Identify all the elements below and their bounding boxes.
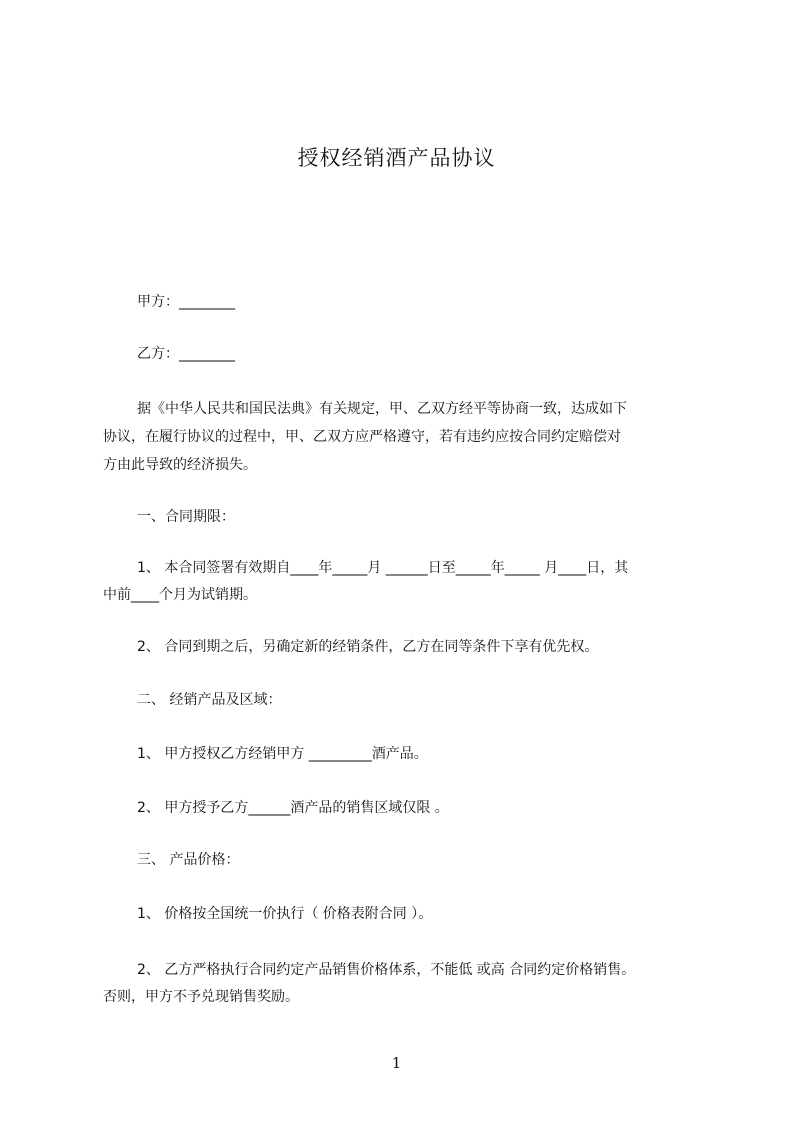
section-2-item-2: 2、 甲方授予乙方______酒产品的销售区域仅限 。 [137, 800, 449, 816]
section-2-item-1: 1、 甲方授权乙方经销甲方 _________酒产品。 [137, 746, 428, 762]
party-b-line: 乙方：________ [137, 346, 235, 362]
document-title: 授权经销酒产品协议 [297, 146, 496, 170]
section-1-item-1-line-2: 中前____个月为试销期。 [103, 587, 257, 603]
party-a-line: 甲方：________ [137, 294, 235, 310]
section-1-item-1-line-1: 1、 本合同签署有效期自____年_____月 ______日至_____年_____ 月____日，其 [137, 560, 629, 576]
page-number: 1 [391, 1054, 402, 1072]
section-1-heading: 一、合同期限： [137, 509, 235, 525]
section-3-item-1: 1、 价格按全国统一价执行（ 价格表附合同 ）。 [137, 906, 433, 922]
intro-line-1: 据《中华人民共和国民法典》有关规定，甲、乙双方经平等协商一致，达成如下 [137, 401, 627, 417]
intro-line-3: 方由此导致的经济损失。 [103, 457, 257, 473]
intro-line-2: 协议，在履行协议的过程中，甲、乙双方应严格遵守，若有违约应按合同约定赔偿对 [103, 429, 621, 445]
section-3-item-2-line-1: 2、 乙方严格执行合同约定产品销售价格体系，不能低 或高 合同约定价格销售。 [137, 962, 636, 978]
section-3-heading: 三、 产品价格： [137, 852, 240, 868]
section-2-heading: 二、 经销产品及区域： [137, 692, 282, 708]
section-1-item-2: 2、 合同到期之后，另确定新的经销条件，乙方在同等条件下享有优先权。 [137, 639, 599, 655]
section-3-item-2-line-2: 否则，甲方不予兑现销售奖励。 [103, 989, 299, 1005]
